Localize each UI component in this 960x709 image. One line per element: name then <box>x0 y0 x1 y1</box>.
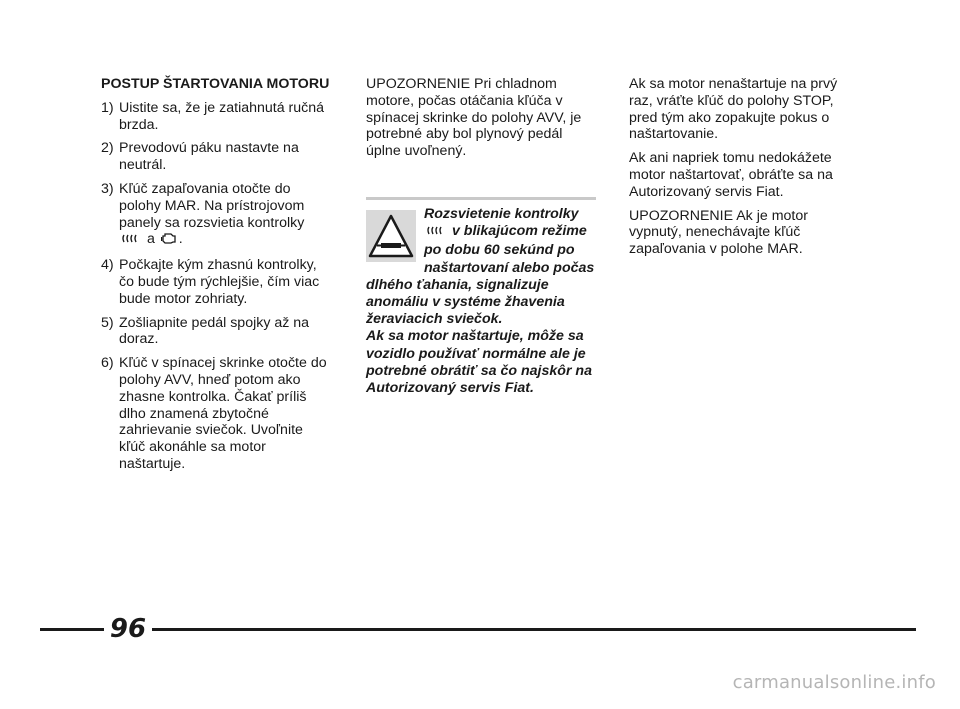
step-text: Kľúč zapaľovania otočte do polohy MAR. Na prístrojovom panely sa rozsvietia kontrolky <box>119 180 305 231</box>
warning-box <box>366 206 596 397</box>
step-number: 5) <box>101 314 114 331</box>
list-item <box>101 315 333 349</box>
warning-body-2: Ak sa motor naštartuje, môže sa vozidlo používať normálne ale je potrebné obrátiť sa čo najskôr na Autorizovaný servis Fiat. <box>366 328 592 397</box>
list-item <box>101 355 333 473</box>
step-number: 1) <box>101 99 114 116</box>
glow-plug-warning-icon <box>121 233 141 250</box>
warning-body: v blikajúcom režime po dobu 60 sekúnd po naštartovaní alebo počas dlhého ťahania, signalizuje anomáliu v systéme žhavenia žeraviacich sviečok. <box>366 223 595 328</box>
retry-paragraph: Ak sa motor nenaštartuje na prvý raz, vráťte kľúč do polohy STOP, pred tým ako zopakujte pokus o naštartovanie. <box>629 76 838 143</box>
warning-triangle-icon <box>366 210 416 262</box>
warning-title: Rozsvietenie kontrolky <box>424 205 579 222</box>
step-text: Zošliapnite pedál spojky až na doraz. <box>119 314 310 348</box>
starting-procedure-column <box>101 76 333 480</box>
glow-plug-warning-icon <box>426 225 446 242</box>
step-text: Počkajte kým zhasnú kontrolky, čo bude tým rýchlejšie, čím viac bude motor zohriaty. <box>119 257 320 307</box>
step-number: 3) <box>101 180 114 197</box>
section-heading: POSTUP ŠTARTOVANIA MOTORU <box>101 76 330 92</box>
service-paragraph: Ak ani napriek tomu nedokážete motor naštartovať, obráťte sa na Autorizovaný servis Fiat. <box>629 150 833 200</box>
engine-check-icon <box>161 231 177 250</box>
step-text: Uistite sa, že je zatiahnutá ručná brzda. <box>119 99 325 133</box>
warning-divider <box>366 197 596 200</box>
cold-engine-note: UPOZORNENIE Pri chladnom motore, počas otáčania kľúča v spínacej skrinke do polohy AVV, je potrebné aby bol plynový pedál úplne uvoľnený. <box>366 76 582 160</box>
watermark: carmanualsonline.info <box>732 672 936 693</box>
step-text: Kľúč v spínacej skrinke otočte do polohy AVV, hneď potom ako zhasne kontrolka. Čakať príliš dlho znamená zbytočné zahrievanie sviečok. Uvoľnite kľúč akonáhle sa motor naštartuje. <box>119 355 327 472</box>
page-number: 96 <box>109 614 147 644</box>
step-number: 6) <box>101 355 114 372</box>
list-item <box>101 140 333 174</box>
note-column <box>366 76 596 397</box>
step-number: 2) <box>101 140 114 157</box>
list-item <box>101 257 333 307</box>
footer-rule-right <box>152 628 916 631</box>
list-item <box>101 100 333 134</box>
step-number: 4) <box>101 257 114 274</box>
list-item <box>101 181 333 250</box>
key-warning-paragraph: UPOZORNENIE Ak je motor vypnutý, nenechávajte kľúč zapaľovania v polohe MAR. <box>629 207 808 258</box>
steps-list <box>101 100 333 473</box>
step-text-end: . <box>178 231 183 248</box>
retry-column <box>629 76 854 265</box>
step-text-and: a <box>146 231 155 248</box>
footer-rule-left <box>40 628 104 631</box>
step-text: Prevodovú páku nastavte na neutrál. <box>119 140 299 174</box>
